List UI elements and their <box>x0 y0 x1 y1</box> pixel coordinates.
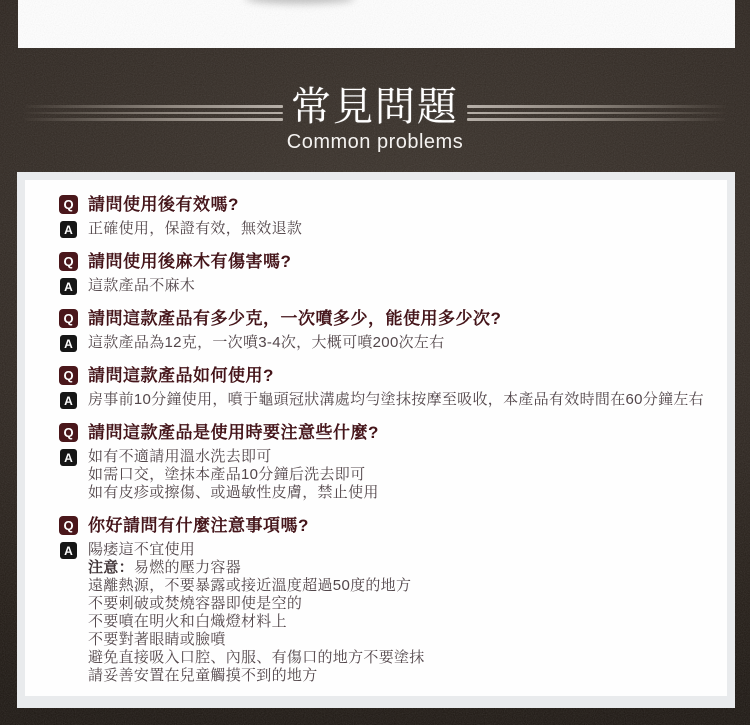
faq-question-row <box>59 309 707 328</box>
answer-text <box>88 334 445 352</box>
faq-question-row <box>59 516 707 535</box>
answer-line: 這款產品為12克，一次噴3-4次，大概可噴200次左右 <box>88 334 445 351</box>
a-badge: A <box>60 221 77 238</box>
faq-card <box>25 180 727 696</box>
faq-card-frame <box>17 172 735 708</box>
answer-text <box>88 277 195 295</box>
section-subtitle: Common problems <box>286 131 464 153</box>
answer-text <box>88 541 425 685</box>
warning-line: 遠離熱源，不要暴露或接近溫度超過50度的地方 <box>88 577 412 594</box>
answer-line: 如有皮疹或擦傷、或過敏性皮膚，禁止使用 <box>88 484 379 501</box>
answer-line: 如需口交，塗抹本產品10分鐘后洗去即可 <box>88 466 366 483</box>
answer-text <box>88 448 379 502</box>
question-text: 請問使用後麻木有傷害嗎? <box>88 252 292 271</box>
note-label: 注意： <box>88 559 134 576</box>
note-text: 易燃的壓力容器 <box>133 559 242 576</box>
product-image-shadow <box>245 0 355 4</box>
warning-line: 不要刺破或焚燒容器即使是空的 <box>88 595 303 612</box>
warning-line: 請妥善安置在兒童觸摸不到的地方 <box>88 667 318 684</box>
faq-question-row <box>59 252 707 271</box>
answer-note-line <box>88 559 425 577</box>
q-badge: Q <box>59 195 78 214</box>
faq-item <box>59 423 707 502</box>
faq-item <box>59 309 707 352</box>
warning-line: 不要噴在明火和白熾燈材料上 <box>88 613 287 630</box>
question-text: 請問這款產品是使用時要注意些什麼? <box>88 423 379 442</box>
answer-line: 正確使用，保證有效，無效退款 <box>88 220 303 237</box>
answer-text <box>88 391 704 409</box>
faq-item <box>59 366 707 409</box>
warning-line: 避免直接吸入口腔、內服、有傷口的地方不要塗抹 <box>88 649 425 666</box>
previous-section-bottom <box>18 0 735 48</box>
a-badge: A <box>60 335 77 352</box>
faq-question-row <box>59 195 707 214</box>
a-badge: A <box>60 542 77 559</box>
a-badge: A <box>60 449 77 466</box>
question-text: 請問使用後有效嗎? <box>88 195 239 214</box>
faq-answer-row <box>59 277 707 295</box>
answer-line: 這款產品不麻木 <box>88 277 196 294</box>
answer-line: 如有不適請用溫水洗去即可 <box>88 448 272 465</box>
q-badge: Q <box>59 252 78 271</box>
a-badge: A <box>60 392 77 409</box>
question-text: 請問這款產品有多少克，一次噴多少，能使用多少次? <box>88 309 502 328</box>
q-badge: Q <box>59 366 78 385</box>
q-badge: Q <box>59 309 78 328</box>
section-header <box>0 84 750 154</box>
faq-item <box>59 252 707 295</box>
faq-answer-row <box>59 391 707 409</box>
question-text: 請問這款產品如何使用? <box>88 366 274 385</box>
faq-answer-row <box>59 220 707 238</box>
faq-answer-row <box>59 448 707 502</box>
answer-text <box>88 220 302 238</box>
a-badge: A <box>60 278 77 295</box>
faq-item <box>59 195 707 238</box>
faq-answer-row <box>59 334 707 352</box>
faq-answer-row <box>59 541 707 685</box>
q-badge: Q <box>59 516 78 535</box>
answer-line: 陽痿這不宜使用 <box>88 541 196 558</box>
answer-line: 房事前10分鐘使用，噴于龜頭冠狀溝處均勻塗抹按摩至吸收，本產品有效時間在60分鐘左右 <box>88 391 704 408</box>
q-badge: Q <box>59 423 78 442</box>
faq-question-row <box>59 423 707 442</box>
warning-line: 不要對著眼睛或臉噴 <box>88 631 226 648</box>
faq-question-row <box>59 366 707 385</box>
question-text: 你好請問有什麼注意事項嗎? <box>88 516 309 535</box>
faq-item <box>59 516 707 685</box>
section-title: 常見問題 <box>291 85 459 129</box>
